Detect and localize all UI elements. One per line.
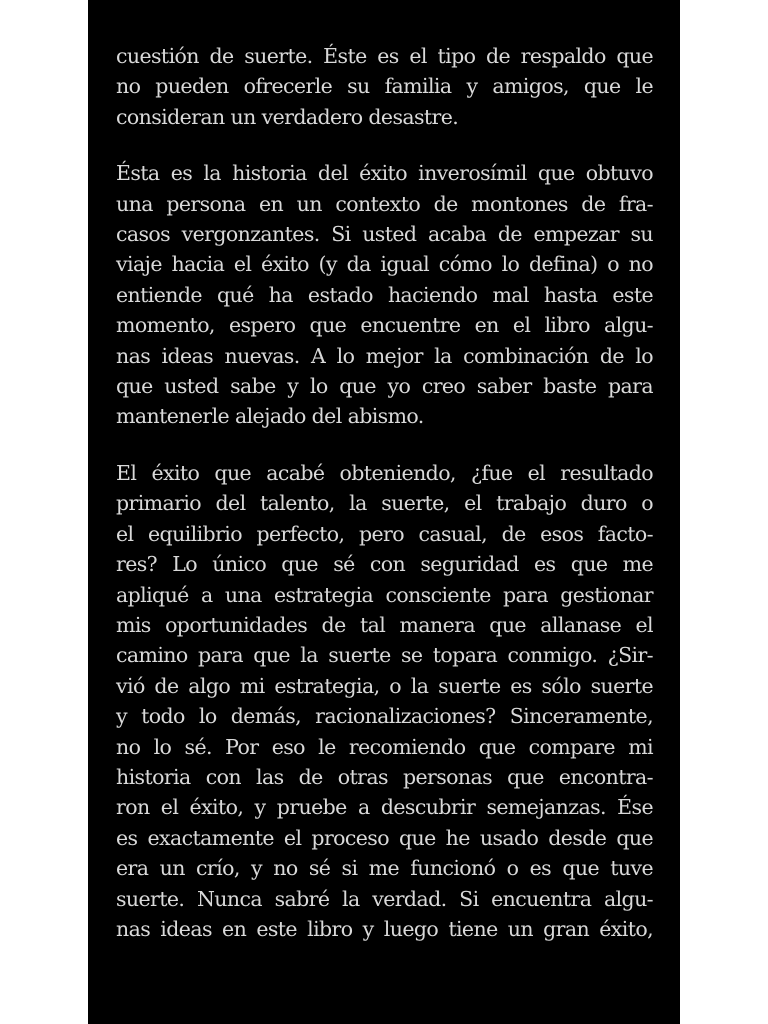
text-line: entiende qué ha estado haciendo mal hasta este — [116, 282, 653, 307]
text-line: cuestión de suerte. Éste es el tipo de respaldo que — [116, 44, 653, 68]
text-line: El éxito que acabé obteniendo, ¿fue el resultado — [116, 460, 653, 485]
text-line: nas ideas nuevas. A lo mejor la combinación de lo — [116, 343, 653, 368]
text-line: primario del talento, la suerte, el trabajo duro o — [116, 491, 653, 516]
text-line: y todo lo demás, racionalizaciones? Sinceramente, — [116, 704, 653, 729]
text-line: res? Lo único que sé con seguridad es que me — [116, 552, 653, 577]
text-line: una persona en un contexto de montones de fra- — [116, 191, 653, 216]
text-line: historia con las de otras personas que encontra- — [116, 764, 653, 789]
paragraph-1 — [116, 41, 653, 132]
text-line: es exactamente el proceso que he usado desde que — [116, 825, 653, 850]
text-line: suerte. Nunca sabré la verdad. Si encuentra algu- — [116, 886, 653, 911]
text-line: era un crío, y no sé si me funcionó o es que tuve — [116, 856, 653, 881]
text-line: mis oportunidades de tal manera que allanase el — [116, 612, 653, 637]
text-line: casos vergonzantes. Si usted acaba de empezar su — [116, 222, 653, 247]
text-line: Ésta es la historia del éxito inverosímil que obtuvo — [116, 161, 653, 186]
text-line: que usted sabe y lo que yo creo saber baste para — [116, 374, 653, 399]
text-line: viaje hacia el éxito (y da igual cómo lo defina) o no — [116, 252, 653, 277]
text-line: mantenerle alejado del abismo. — [116, 404, 424, 429]
text-line: camino para que la suerte se topara conmigo. ¿Sir- — [116, 643, 653, 668]
paragraph-3 — [116, 458, 653, 945]
text-line: consideran un verdadero desastre. — [116, 104, 459, 129]
ebook-page — [88, 0, 680, 1024]
text-line: no lo sé. Por eso le recomiendo que compare mi — [116, 734, 653, 759]
text-line: no pueden ofrecerle su familia y amigos, que le — [116, 74, 653, 99]
text-line: el equilibrio perfecto, pero casual, de esos facto- — [116, 521, 653, 546]
text-line: ron el éxito, y pruebe a descubrir semejanzas. Ése — [116, 795, 653, 820]
text-line: vió de algo mi estrategia, o la suerte es sólo suerte — [116, 673, 653, 698]
body-text — [116, 41, 653, 944]
text-line: apliqué a una estrategia consciente para gestionar — [116, 582, 653, 607]
paragraph-2 — [116, 158, 653, 432]
text-line: nas ideas en este libro y luego tiene un gran éxito, — [116, 916, 653, 941]
text-line: momento, espero que encuentre en el libro algu- — [116, 313, 653, 338]
